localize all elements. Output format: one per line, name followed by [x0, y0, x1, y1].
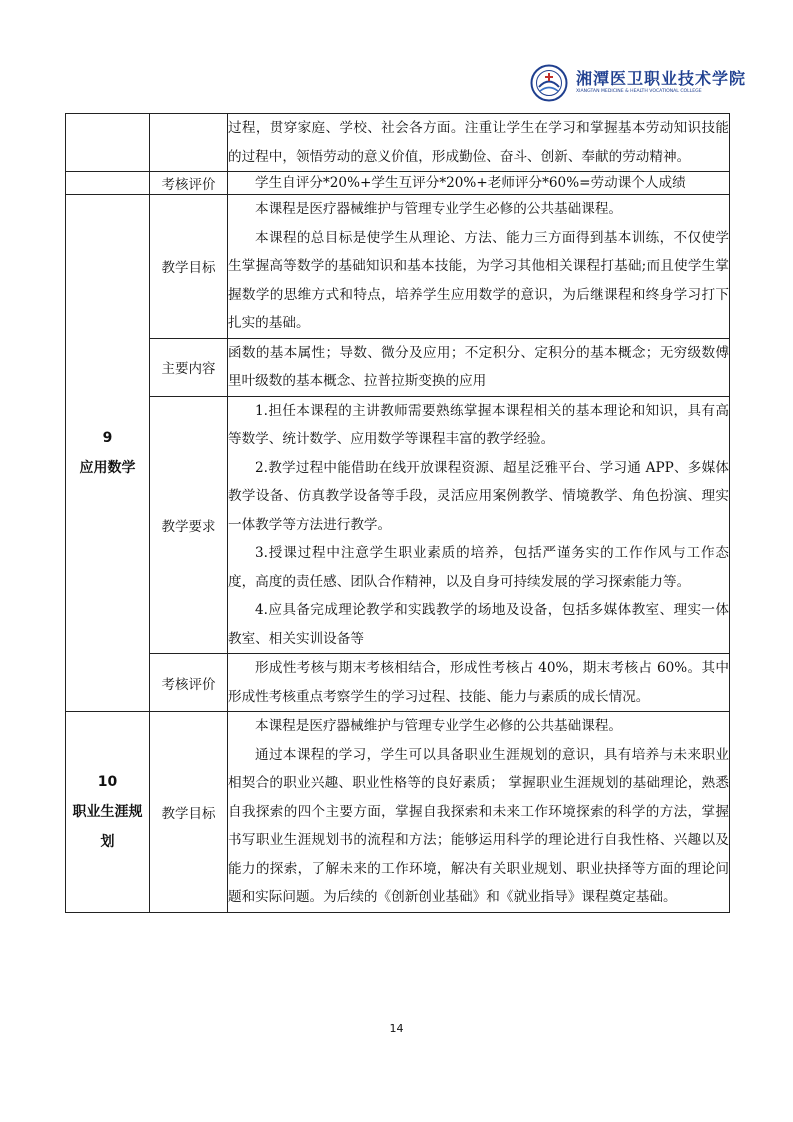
- table-row: [66, 338, 730, 396]
- goal-paragraph: 本课程的总目标是使学生从理论、方法、能力三方面得到基本训练，不仅使学生掌握高等数学的基础知识和基本技能，为学习其他相关课程打基础;而且使学生掌握数学的思维方式和特点，培养学生应用数学的意识，为后继课程和终身学习打下扎实的基础。: [228, 229, 729, 331]
- requirement-label: 教学要求: [150, 396, 228, 654]
- course-10-cell: [66, 712, 150, 913]
- course-cell-empty: [66, 172, 150, 195]
- goal-paragraph: 本课程是医疗器械维护与管理专业学生必修的公共基础课程。: [255, 201, 623, 217]
- goal-label: 教学目标: [150, 712, 228, 913]
- goal-paragraph: 通过本课程的学习，学生可以具备职业生涯规划的意识，具有培养与未来职业相契合的职业兴趣、职业性格等的良好素质； 掌握职业生涯规划的基础理论，熟悉自我探索的四个主要方面，掌握自我探索和未来工作环境探索的科学的方法，掌握书写职业生涯规划书的流程和方法；能够运用科学的理论进行自我性格、兴趣以及能力的探索，了解未来的工作环境，解决有关职业规划、职业抉择等方面的理论问题和实际问题。为后续的《创新创业基础》和《就业指导》课程奠定基础。: [228, 746, 729, 905]
- eval-text: 学生自评分*20%+学生互评分*20%+老师评分*60%=劳动课个人成绩: [255, 175, 686, 191]
- curriculum-table: [65, 113, 730, 913]
- course-9-cell: [66, 195, 150, 712]
- table-row: [66, 114, 730, 172]
- content-text: 函数的基本属性；导数、微分及应用；不定积分、定积分的基本概念；无穷级数傅里叶级数的基本概念、拉普拉斯变换的应用: [228, 344, 729, 389]
- eval-text: 形成性考核与期末考核相结合，形成性考核占 40%，期末考核占 60%。其中形成性考核重点考察学生的学习过程、技能、能力与素质的成长情况。: [228, 660, 729, 705]
- content-cell: [228, 114, 730, 172]
- eval-cell: [228, 654, 730, 712]
- table-row: [66, 712, 730, 913]
- goal-cell: [228, 195, 730, 339]
- requirement-cell: [228, 396, 730, 654]
- school-name-en: XIANGTAN MEDICINE & HEALTH VOCATIONAL COLLEGE: [576, 89, 702, 94]
- course-cell-empty: [66, 114, 150, 172]
- course-name: 应用数学: [79, 460, 136, 476]
- course-number: 10: [97, 773, 118, 790]
- goal-paragraph: 本课程是医疗器械维护与管理专业学生必修的公共基础课程。: [255, 718, 623, 734]
- label-cell-empty: [150, 114, 228, 172]
- content-label: 主要内容: [150, 338, 228, 396]
- goal-label: 教学目标: [150, 195, 228, 339]
- eval-cell: [228, 172, 730, 195]
- requirement-paragraph: 4.应具备完成理论教学和实践教学的场地及设备，包括多媒体教室、理实一体教室、相关实训设备等: [228, 602, 729, 647]
- table-row: [66, 396, 730, 654]
- eval-label: 考核评价: [150, 172, 228, 195]
- requirement-paragraph: 2.教学过程中能借助在线开放课程资源、超星泛雅平台、学习通 APP、多媒体教学设备、仿真教学设备等手段，灵活应用案例教学、情境教学、角色扮演、理实一体教学等方法进行教学。: [228, 459, 729, 533]
- requirement-paragraph: 1.担任本课程的主讲教师需要熟练掌握本课程相关的基本理论和知识，具有高等数学、统计数学、应用数学等课程丰富的教学经验。: [228, 402, 729, 447]
- school-emblem-icon: [530, 64, 568, 102]
- course-number: 9: [102, 430, 113, 446]
- table-row: [66, 654, 730, 712]
- table-row: [66, 172, 730, 195]
- content-cell: [228, 338, 730, 396]
- continued-content: 过程，贯穿家庭、学校、社会各方面。注重让学生在学习和掌握基本劳动知识技能的过程中，领悟劳动的意义价值，形成勤俭、奋斗、创新、奉献的劳动精神。: [228, 120, 729, 165]
- table-row: [66, 195, 730, 339]
- goal-cell: [228, 712, 730, 913]
- requirement-paragraph: 3.授课过程中注意学生职业素质的培养，包括严谨务实的工作作风与工作态度，高度的责任感、团队合作精神，以及自身可持续发展的学习探索能力等。: [228, 545, 729, 590]
- eval-label: 考核评价: [150, 654, 228, 712]
- school-name-cn: 湘潭医卫职业技术学院: [576, 69, 747, 88]
- course-name: 职业生涯规划: [72, 803, 143, 850]
- page-number: 14: [389, 1022, 404, 1035]
- school-logo: [530, 64, 747, 110]
